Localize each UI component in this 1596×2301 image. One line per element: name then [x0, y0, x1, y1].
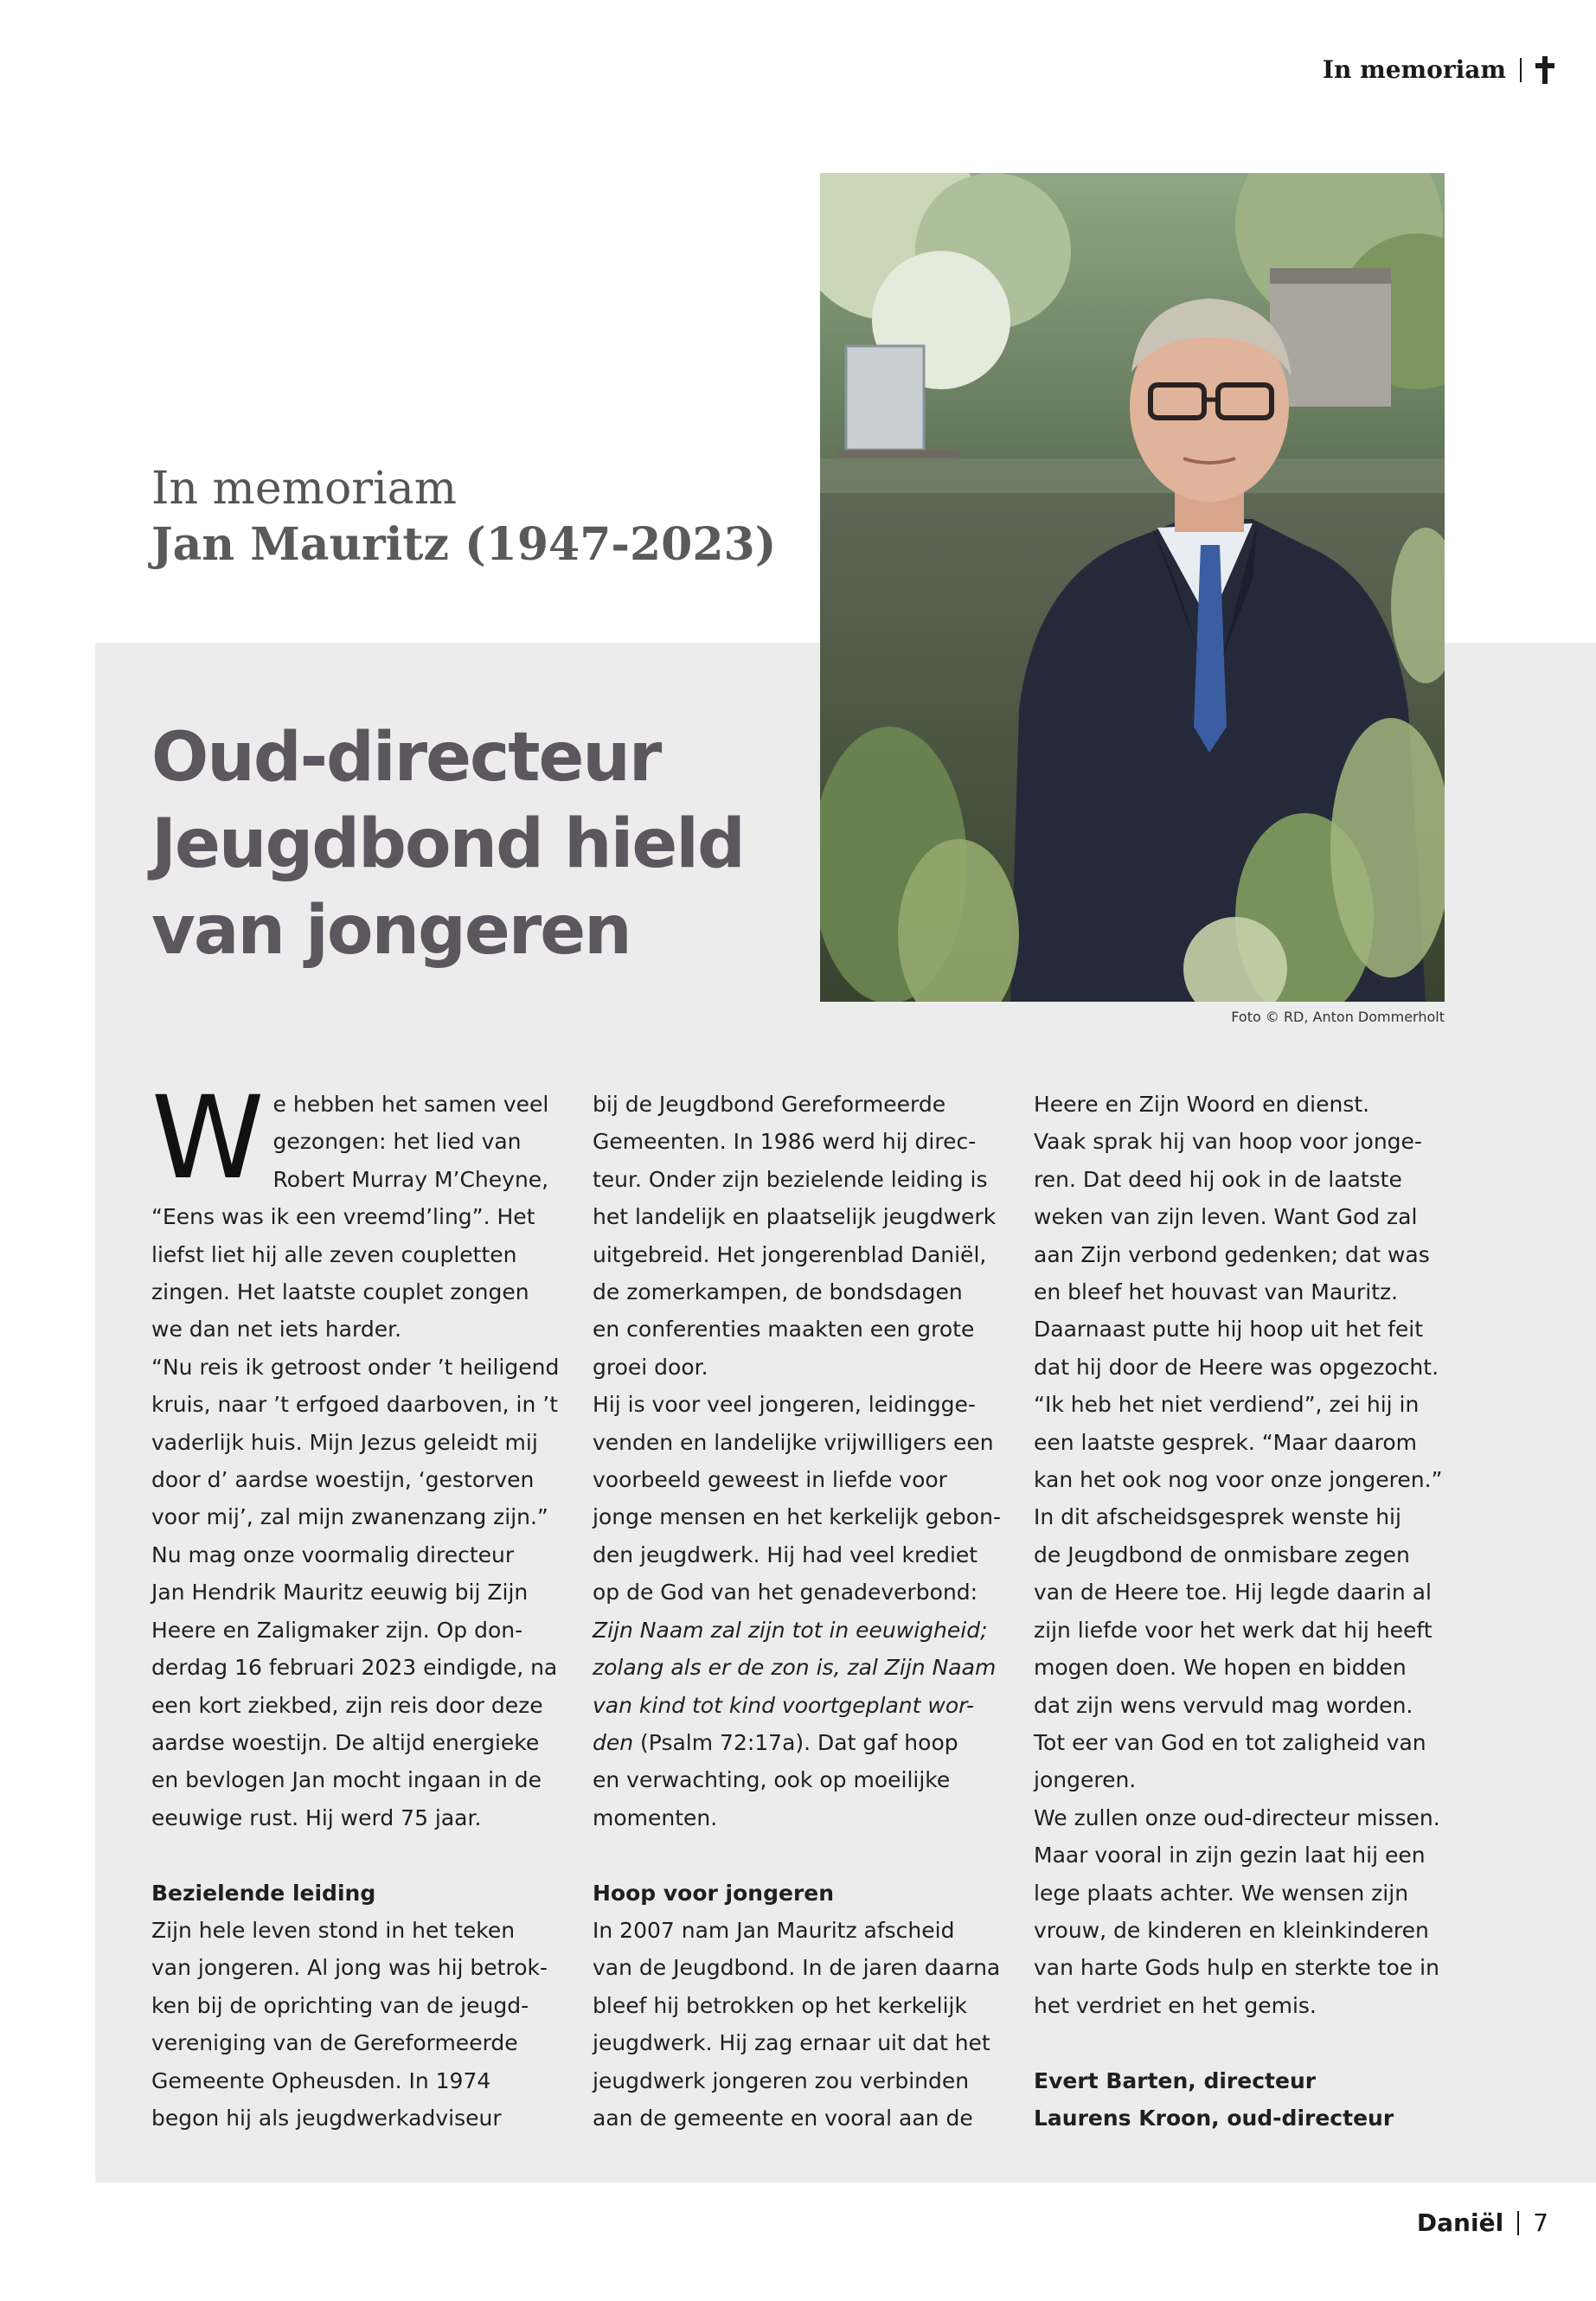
- signature: Evert Barten, directeur: [1034, 2067, 1317, 2093]
- text-line: we dan net iets harder.: [151, 1317, 402, 1343]
- subheading: Hoop voor jongeren: [593, 1880, 835, 1906]
- photo-caption: Foto © RD, Anton Dommerholt: [1231, 1009, 1445, 1025]
- text-line: jongeren.: [1034, 1767, 1137, 1793]
- text-line: dat hij door de Heere was opgezocht.: [1034, 1354, 1439, 1380]
- text-line: Vaak sprak hij van hoop voor jonge-: [1034, 1129, 1422, 1155]
- text-line: groei door.: [593, 1354, 708, 1380]
- text-line: vrouw, de kinderen en kleinkinderen: [1034, 1917, 1429, 1943]
- text-line: We zullen onze oud-directeur missen.: [1034, 1804, 1440, 1830]
- body-column-3: [1034, 1086, 1466, 2137]
- text-line: voor mij’, zal mijn zwanenzang zijn.”: [151, 1504, 548, 1530]
- body-column-1: [151, 1072, 567, 2137]
- text-line: van jongeren. Al jong was hij betrok-: [151, 1955, 548, 1981]
- text-line: jeugdwerk. Hij zag ernaar uit dat het: [593, 2030, 990, 2056]
- text-line: “Ik heb het niet verdiend”, zei hij in: [1034, 1392, 1420, 1418]
- text-line: een kort ziekbed, zijn reis door deze: [151, 1692, 543, 1718]
- body-column-2: [593, 1086, 1008, 2137]
- text-line: vaderlijk huis. Mijn Jezus geleidt mij: [151, 1429, 538, 1455]
- text-line: aan de gemeente en vooral aan de: [593, 2105, 973, 2131]
- drop-cap: W: [151, 1072, 265, 1205]
- subheading: Bezielende leiding: [151, 1880, 376, 1906]
- text-line: venden en landelijke vrijwilligers een: [593, 1429, 994, 1455]
- text-line: kan het ook nog voor onze jongeren.”: [1034, 1467, 1443, 1493]
- text-line: het landelijk en plaatselijk jeugdwerk: [593, 1204, 997, 1230]
- text-line: In dit afscheidsgesprek wenste hij: [1034, 1504, 1401, 1530]
- deceased-name: Jan Mauritz (1947-2023): [151, 518, 777, 571]
- paragraph-gap: [151, 1836, 567, 1874]
- text-line: het verdriet en het gemis.: [1034, 1992, 1317, 2018]
- footer-divider: [1517, 2211, 1519, 2235]
- paragraph-gap: [593, 1836, 1008, 1874]
- text-line: mogen doen. We hopen en bidden: [1034, 1655, 1407, 1681]
- text-line: zijn liefde voor het werk dat hij heeft: [1034, 1617, 1433, 1643]
- text-line: de zomerkampen, de bondsdagen: [593, 1279, 963, 1305]
- text-line: en bleef het houvast van Mauritz.: [1034, 1279, 1399, 1305]
- section-label: In memoriam: [1322, 55, 1506, 84]
- text-line: lege plaats achter. We wensen zijn: [1034, 1880, 1409, 1906]
- text-line: jeugdwerk jongeren zou verbinden: [593, 2067, 970, 2093]
- text-line: “Nu reis ik getroost onder ’t heiligend: [151, 1354, 560, 1380]
- text-line: Gemeenten. In 1986 werd hij direc-: [593, 1129, 977, 1155]
- header-divider: [1520, 58, 1522, 82]
- signature: Laurens Kroon, oud-directeur: [1034, 2105, 1394, 2131]
- text-line: voorbeeld geweest in liefde voor: [593, 1467, 947, 1493]
- scripture-end: den: [593, 1729, 634, 1755]
- text-line: “Eens was ik een vreemd’ling”. Het: [151, 1204, 535, 1230]
- text-line: Hij is voor veel jongeren, leidingge-: [593, 1392, 976, 1418]
- text-line: van de Heere toe. Hij legde daarin al: [1034, 1580, 1432, 1606]
- page-footer: [1417, 2208, 1548, 2237]
- cross-icon: [1535, 56, 1554, 84]
- text-line: bij de Jeugdbond Gereformeerde: [593, 1092, 946, 1117]
- magazine-name: Daniël: [1416, 2208, 1504, 2237]
- text-line: Jan Hendrik Mauritz eeuwig bij Zijn: [151, 1580, 529, 1606]
- text-line: In 2007 nam Jan Mauritz afscheid: [593, 1917, 955, 1943]
- text-line: [593, 1724, 1008, 1761]
- text-line: uitgebreid. Het jongerenblad Daniël,: [593, 1241, 987, 1267]
- text-line: Robert Murray M’Cheyne,: [272, 1166, 549, 1192]
- paragraph-gap: [1034, 2024, 1466, 2061]
- text-line: Maar vooral in zijn gezin laat hij een: [1034, 1843, 1426, 1868]
- scripture-line: Zijn Naam zal zijn tot in eeuwigheid;: [593, 1617, 988, 1643]
- text-line: Heere en Zaligmaker zijn. Op don-: [151, 1617, 523, 1643]
- text-line: door d’ aardse woestijn, ‘gestorven: [151, 1467, 535, 1493]
- text-line: weken van zijn leven. Want God zal: [1034, 1204, 1418, 1230]
- text-line: Daarnaast putte hij hoop uit het feit: [1034, 1317, 1424, 1343]
- text-line: teur. Onder zijn bezielende leiding is: [593, 1166, 988, 1192]
- text-line: aardse woestijn. De altijd energieke: [151, 1729, 540, 1755]
- text-line: de Jeugdbond de onmisbare zegen: [1034, 1541, 1410, 1567]
- text-line: jonge mensen en het kerkelijk gebon-: [593, 1504, 1001, 1530]
- text-line: ken bij de oprichting van de jeugd-: [151, 1992, 529, 2018]
- text-line: Gemeente Opheusden. In 1974: [151, 2067, 491, 2093]
- text-line: den jeugdwerk. Hij had veel krediet: [593, 1541, 978, 1567]
- text-line: Nu mag onze voormalig directeur: [151, 1541, 515, 1567]
- page-number: 7: [1533, 2208, 1548, 2237]
- text-line: op de God van het genadeverbond:: [593, 1580, 978, 1606]
- scripture-line: van kind tot kind voortgeplant wor-: [593, 1692, 975, 1718]
- headline-line: van jongeren: [151, 892, 631, 970]
- text-line: momenten.: [593, 1804, 718, 1830]
- text-line: en verwachting, ook op moeilijke: [593, 1767, 951, 1793]
- scripture-line: zolang als er de zon is, zal Zijn Naam: [593, 1655, 997, 1681]
- text-line: zingen. Het laatste couplet zongen: [151, 1279, 529, 1305]
- text-line: gezongen: het lied van: [272, 1129, 522, 1155]
- scripture-reference: (Psalm 72:17a). Dat gaf hoop: [633, 1729, 958, 1755]
- text-line: dat zijn wens vervuld mag worden.: [1034, 1692, 1413, 1718]
- text-line: een laatste gesprek. “Maar daarom: [1034, 1429, 1417, 1455]
- text-line: kruis, naar ’t erfgoed daarboven, in ’t: [151, 1392, 559, 1418]
- text-line: e hebben het samen veel: [272, 1092, 549, 1117]
- text-line: eeuwige rust. Hij werd 75 jaar.: [151, 1804, 482, 1830]
- text-line: vereniging van de Gereformeerde: [151, 2030, 518, 2056]
- text-line: aan Zijn verbond gedenken; dat was: [1034, 1241, 1430, 1267]
- text-line: van harte Gods hulp en sterkte toe in: [1034, 1955, 1439, 1981]
- text-line: en bevlogen Jan mocht ingaan in de: [151, 1767, 542, 1793]
- headline-line: Oud-directeur: [151, 719, 661, 797]
- text-line: en conferenties maakten een grote: [593, 1317, 975, 1343]
- text-line: liefst liet hij alle zeven coupletten: [151, 1241, 517, 1267]
- text-line: begon hij als jeugdwerkadviseur: [151, 2105, 502, 2131]
- text-line: Heere en Zijn Woord en dienst.: [1034, 1092, 1370, 1117]
- article-headline: [151, 715, 809, 974]
- headline-line: Jeugdbond hield: [151, 805, 744, 883]
- portrait-photo: [820, 173, 1445, 1002]
- text-line: ren. Dat deed hij ook in de laatste: [1034, 1166, 1402, 1192]
- running-header: [1323, 55, 1554, 84]
- text-line: Tot eer van God en tot zaligheid van: [1034, 1729, 1426, 1755]
- text-line: bleef hij betrokken op het kerkelijk: [593, 1992, 967, 2018]
- text-line: van de Jeugdbond. In de jaren daarna: [593, 1955, 1001, 1981]
- text-line: derdag 16 februari 2023 eindigde, na: [151, 1655, 558, 1681]
- article-kicker: In memoriam: [151, 463, 458, 515]
- text-line: Zijn hele leven stond in het teken: [151, 1917, 516, 1943]
